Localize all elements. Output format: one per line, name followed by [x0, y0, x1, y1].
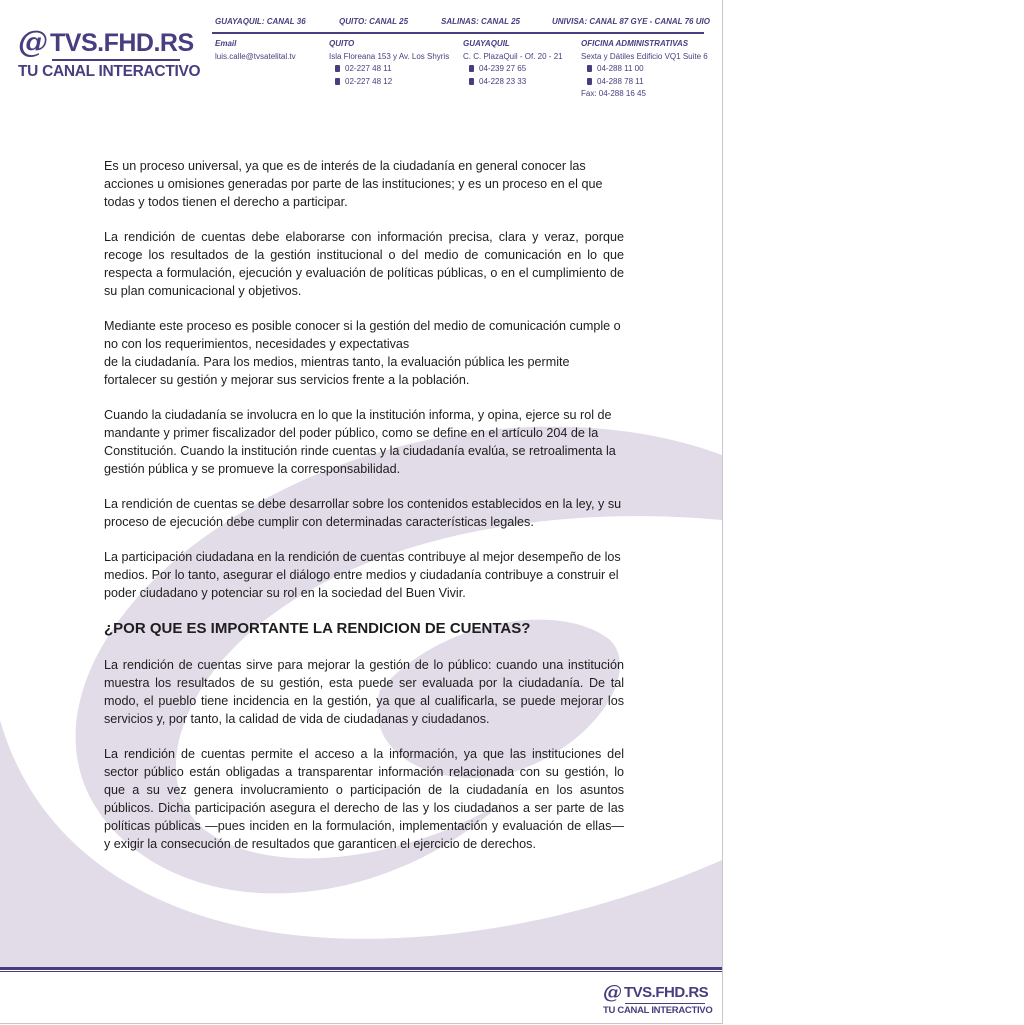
paragraph-6: La participación ciudadana en la rendición de cuentas contribuye al mejor desempeño de los medios. Por lo tanto, asegurar el diálogo entre medios y ciudadanía contribuye a construir el poder ciudadano y potenciar su rol en la sociedad del Buen Vivir.: [104, 550, 621, 600]
channels-bar: [212, 17, 710, 34]
brand-name: TVS.FHD.RS: [50, 29, 194, 57]
channel-guayaquil: GUAYAQUIL: CANAL 36: [215, 17, 306, 26]
contact-quito: [329, 38, 449, 88]
contact-quito-heading: QUITO: [329, 39, 355, 48]
footer-brand-name: TVS.FHD.RS: [624, 984, 709, 1001]
contact-guayaquil-address: C. C. PlazaQuil - Of. 20 - 21: [463, 51, 563, 61]
footer-logo: [603, 983, 713, 1016]
channel-salinas: SALINAS: CANAL 25: [441, 17, 520, 26]
contact-oficina-phone-1: 04-288 11 00: [581, 63, 708, 76]
contact-oficina-address: Sexta y Dátiles Edificio VQ1 Suite 6: [581, 51, 708, 61]
header-logo: [18, 25, 201, 81]
contact-oficina-fax: Fax: 04-288 16 45: [581, 89, 646, 99]
brand-tagline: TU CANAL INTERACTIVO: [18, 63, 201, 80]
document-body: [104, 157, 624, 870]
paragraph-2: La rendición de cuentas debe elaborarse con información precisa, clara y veraz, porque recoge los resultados de la gestión institucional o del medio de comunicación en lo que respecta a formulación, ejecución y evaluación de políticas públicas, o en el cumplimiento de su plan comunicacional y objetivos.: [104, 230, 624, 298]
contact-oficina-phone-2: 04-288 78 11: [581, 76, 708, 89]
footer-logo-underline: [625, 1003, 705, 1004]
contact-email-address[interactable]: luis.calle@tvsatelital.tv: [215, 51, 296, 61]
channel-quito: QUITO: CANAL 25: [339, 17, 409, 26]
paragraph-3-part-1: Mediante este proceso es posible conocer si la gestión del medio de comunicación cumple o no con los requerimientos, necesidades y expectativas: [104, 319, 621, 351]
paragraph-7: La rendición de cuentas sirve para mejorar la gestión de lo público: cuando una institución muestra los resultados de su gestión, esta puede ser evaluada por la ciudadanía. De tal modo, el pueblo tiene incidencia en la gestión, ya que al cualificarla, se puede mejorar los servicios y, por tanto, la calidad de vida de ciudadanas y ciudadanos.: [104, 658, 624, 726]
paragraph-1: Es un proceso universal, ya que es de interés de la ciudadanía en general conocer las acciones u omisiones generadas por parte de las instituciones; y es un proceso en el que todas y todos tienen el derecho a participar.: [104, 159, 603, 209]
contact-guayaquil: [463, 38, 563, 88]
paragraph-5: La rendición de cuentas se debe desarrollar sobre los contenidos establecidos en la ley, y su proceso de ejecución debe cumplir con determinadas características legales.: [104, 497, 622, 529]
contact-quito-phone-2: 02-227 48 12: [329, 76, 449, 89]
contact-quito-phone-1: 02-227 48 11: [329, 63, 449, 76]
logo-underline: [52, 59, 180, 61]
contact-oficina: [581, 38, 708, 101]
paragraph-8: La rendición de cuentas permite el acceso a la información, ya que las instituciones del sector público están obligadas a transparentar información relacionada con su gestión, lo que a su vez genera involucramiento o participación de la ciudadanía en los asuntos públicos. Dicha participación asegura el derecho de las y los ciudadanos a ser parte de las políticas públicas —pues inciden en la formulación, implementación y evaluación de ellas— y exigir la consecución de resultados que garanticen el ejercicio de derechos.: [104, 747, 624, 851]
section-heading: ¿POR QUE ES IMPORTANTE LA RENDICION DE CUENTAS?: [104, 620, 531, 637]
paragraph-4: Cuando la ciudadanía se involucra en lo que la institución informa, y opina, ejerce su rol de mandante y primer fiscalizador del poder público, como se define en el artículo 204 de la Constitución. Cuando la institución rinde cuentas y la ciudadanía evalúa, se retroalimenta la gestión pública y se promueve la corresponsabilidad.: [104, 408, 616, 476]
footer-at-logo-icon: @: [603, 981, 622, 1003]
paragraph-3-part-2: de la ciudadanía. Para los medios, mientras tanto, la evaluación pública les permite fortalecer su gestión y mejorar sus servicios frente a la población.: [104, 355, 570, 387]
contact-guayaquil-phone-2: 04-228 23 33: [463, 76, 563, 89]
contact-oficina-heading: OFICINA ADMINISTRATIVAS: [581, 39, 689, 48]
footer-brand-tagline: TU CANAL INTERACTIVO: [603, 1005, 713, 1016]
contact-email: [215, 38, 296, 63]
paragraph-3: [104, 317, 624, 389]
at-logo-icon: @: [18, 25, 48, 60]
footer-rule: [0, 967, 722, 972]
contact-email-heading: Email: [215, 39, 237, 48]
contact-guayaquil-phone-1: 04-239 27 65: [463, 63, 563, 76]
contact-guayaquil-heading: GUAYAQUIL: [463, 39, 510, 48]
contact-quito-address: Isla Floreana 153 y Av. Los Shyris: [329, 51, 450, 61]
channel-univisa: UNIVISA: CANAL 87 GYE - CANAL 76 UIO: [552, 17, 710, 26]
